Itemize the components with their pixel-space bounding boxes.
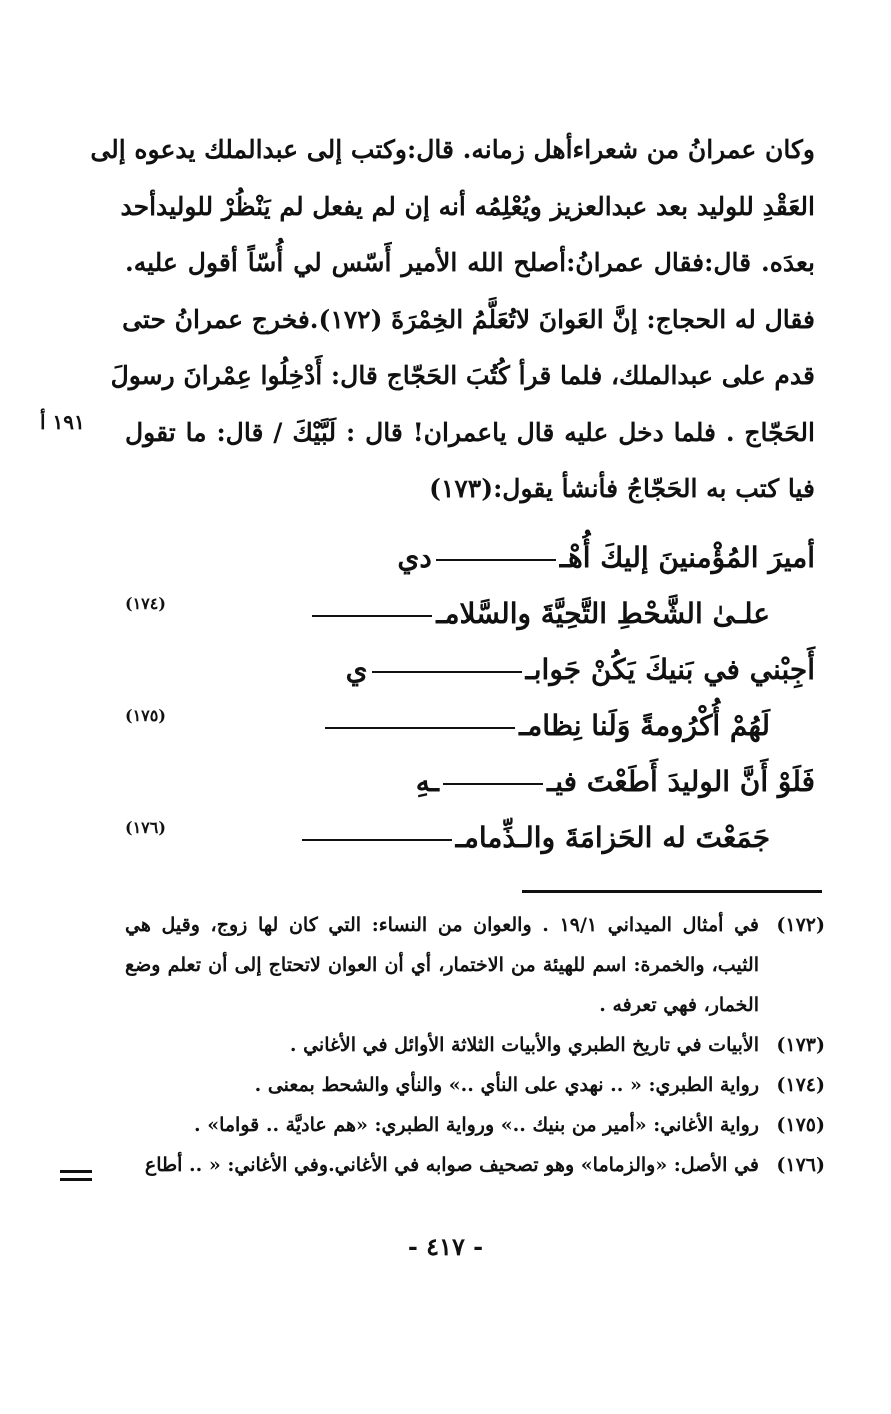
footnotes — [125, 905, 825, 1185]
tatweel-line — [372, 671, 522, 673]
hemistich-text: لَهُمْ أُكْرُومةً وَلَنا نِظامـ — [519, 709, 770, 742]
poem-hemistich-first — [125, 754, 815, 810]
tatweel-line — [325, 727, 515, 729]
footnote-number: (١٧٣) — [776, 1034, 825, 1056]
poem-hemistich-second — [125, 586, 815, 642]
hemistich-tail: ـهِ — [415, 765, 439, 798]
body-line: العَقْدِ للوليد بعد عبدالعزيز ويُعْلِمُه أنه إن لم يفعل لم يَنْظُرْ للوليدأحد — [120, 191, 815, 221]
footnote-text: رواية الأغاني: «أمير من بنيك ..» ورواية الطبري: «هم عاديَّة .. قواما» . — [193, 1114, 759, 1136]
footnote — [125, 905, 825, 1025]
footnote-number: (١٧٦) — [776, 1154, 825, 1176]
footnote-ref: (١٧٦) — [125, 818, 166, 837]
body-line: بعدَه. قال:فقال عمرانُ:أصلح الله الأمير أَسّس لي أُسّاً أقول عليه. — [125, 248, 815, 277]
hemistich-text: جَمَعْتَ له الحَزامَةَ والـذِّمامـ — [455, 821, 770, 854]
body-line: قدم على عبدالملك، فلما قرأ كُتُبَ الحَجّاج قال: أَدْخِلُوا عِمْرانَ رسولَ — [110, 361, 815, 390]
poem-hemistich-second — [125, 810, 815, 866]
tatweel-line — [302, 839, 452, 841]
footnote-divider — [522, 890, 822, 893]
footnote-text: في أمثال الميداني ١٩/١ . والعوان من النساء: التي كان لها زوج، وقيل هي الثيب، والخمرة: اسم للهيئة من الاختمار، أي أن العوان لاتحتاج إلى أن تعلم وضع الخمار، فهي تعرفه . — [125, 914, 759, 1016]
footnote — [125, 1105, 825, 1145]
footnote-number: (١٧٥) — [776, 1114, 825, 1136]
hemistich-text: أميرَ المُؤْمنينَ إليكَ أُهْـ — [559, 541, 815, 574]
body-line: فقال له الحجاج: إنَّ العَوانَ لاتُعَلَّمُ الخِمْرَةَ (١٧٢).فخرج عمرانُ حتى — [122, 304, 815, 334]
poem-hemistich-first — [125, 530, 815, 586]
body-line: وكان عمرانُ من شعراءأهل زمانه. قال:وكتب إلى عبدالملك يدعوه إلى — [90, 135, 815, 164]
poem — [125, 530, 815, 866]
footnote-text: الأبيات في تاريخ الطبري والأبيات الثلاثة الأوائل في الأغاني . — [289, 1034, 759, 1056]
manuscript-folio-note: ١٩١ أ — [40, 410, 85, 434]
footnote-number: (١٧٢) — [776, 914, 825, 936]
body-line: الحَجّاج . فلما دخل عليه قال ياعمران! قال : لَبَّيْكَ / قال: ما تقول — [125, 417, 815, 447]
hemistich-text: علـىٰ الشَّحْطِ التَّحِيَّةَ والسَّلامـ — [436, 597, 770, 630]
hemistich-text: فَلَوْ أَنَّ الوليدَ أَطَعْتَ فيـ — [546, 765, 815, 798]
hemistich-tail: ي — [345, 653, 368, 686]
hemistich-text: أَجِبْني في بَنيكَ يَكُنْ جَوابـ — [525, 653, 815, 686]
tatweel-line — [443, 783, 543, 785]
footnote — [125, 1065, 825, 1105]
footnote — [125, 1145, 825, 1185]
body-line: فيا كتب به الحَجّاجُ فأنشأ يقول:(١٧٣) — [429, 474, 815, 503]
poem-hemistich-first — [125, 642, 815, 698]
footnote-number: (١٧٤) — [776, 1074, 825, 1096]
footnote-text: رواية الطبري: « .. نهدي على النأي ..» والنأي والشحط بمعنى . — [254, 1074, 759, 1096]
body-text — [90, 122, 815, 518]
footnote-ref: (١٧٤) — [125, 594, 166, 613]
tatweel-line — [312, 615, 432, 617]
footnote-text: في الأصل: «والزماما» وهو تصحيف صوابه في الأغاني.وفي الأغاني: « .. أطاع — [144, 1154, 759, 1176]
page-number: - ٤١٧ - — [407, 1232, 484, 1261]
tatweel-line — [436, 559, 556, 561]
continuation-mark — [60, 1170, 92, 1186]
hemistich-tail: دي — [397, 541, 432, 574]
footnote — [125, 1025, 825, 1065]
footnote-ref: (١٧٥) — [125, 706, 166, 725]
poem-hemistich-second — [125, 698, 815, 754]
